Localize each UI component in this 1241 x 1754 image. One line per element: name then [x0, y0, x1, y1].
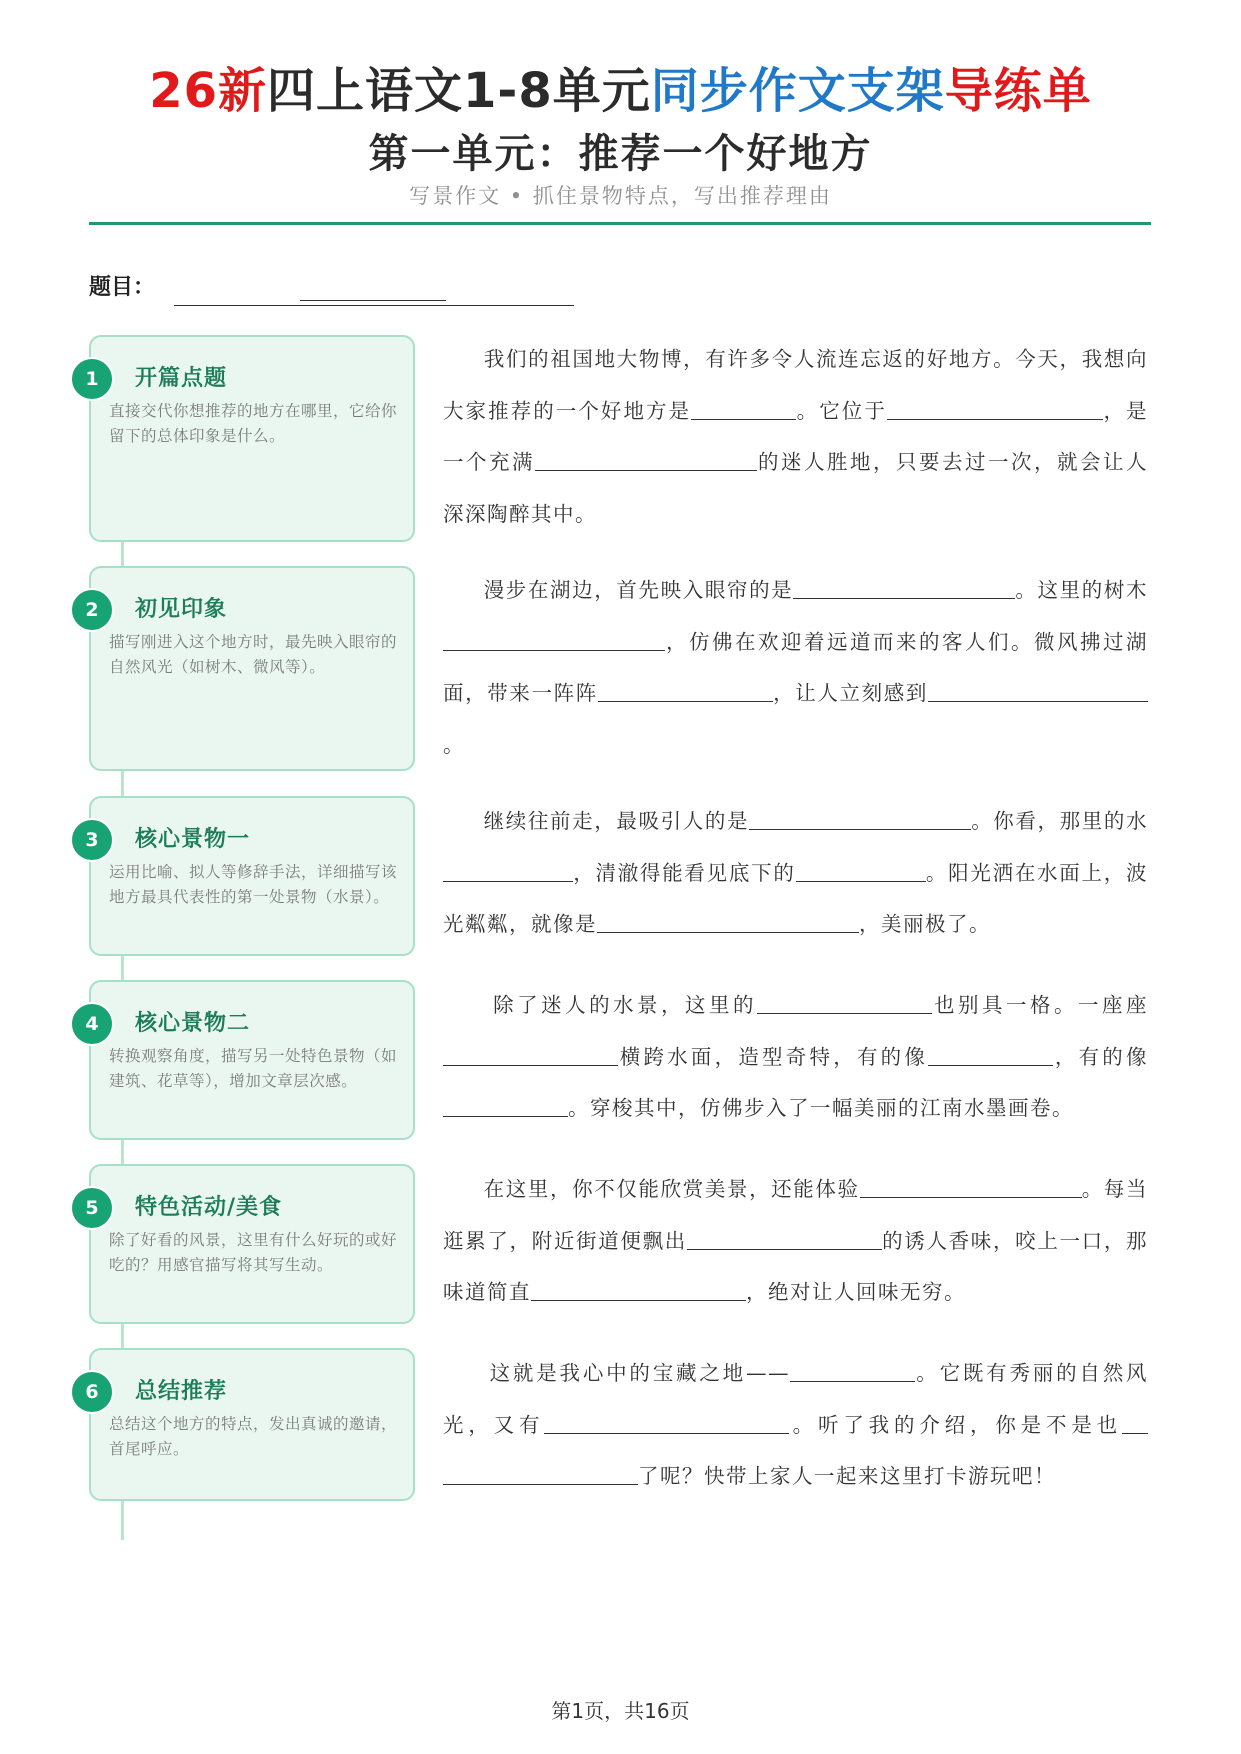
step-description: 转换观察角度，描写另一处特色景物（如建筑、花草等），增加文章层次感。 [109, 1047, 398, 1090]
scaffold-paragraph-2 [443, 565, 1148, 771]
page-tagline: 写景作文 • 抓住景物特点，写出推荐理由 [409, 184, 832, 208]
step-description: 运用比喻、拟人等修辞手法，详细描写该地方最具代表性的第一处景物（水景）。 [109, 863, 398, 906]
paragraph-text: 。穿梭其中，仿佛步入了一幅美丽的江南水墨画卷。 [568, 1096, 1074, 1120]
title-part-1: 26新 [149, 63, 268, 119]
scaffold-paragraph-4 [443, 980, 1148, 1135]
paragraph-text: 。它既有秀丽的自然风光，又有 [443, 1361, 1149, 1437]
scaffold-paragraph-3 [443, 796, 1148, 951]
page-subtitle: 第一单元：推荐一个好地方 [368, 131, 873, 177]
fill-blank[interactable] [531, 1299, 746, 1301]
fill-blank[interactable] [793, 597, 1015, 599]
step-card-1 [85, 335, 415, 542]
step-title: 核心景物二 [135, 1011, 251, 1036]
fill-blank[interactable] [443, 1483, 638, 1485]
fill-blank[interactable] [535, 469, 757, 471]
paragraph-text: ，仿佛在欢迎着远道而来的客人们。微风拂过湖面，带来一阵阵 [443, 629, 1148, 705]
fill-blank[interactable] [544, 1432, 789, 1434]
page-title [0, 52, 1241, 121]
paragraph-text: 除了迷人的水景，这里的 [493, 993, 758, 1017]
step-title: 开篇点题 [135, 366, 228, 391]
paragraph-text: ，绝对让人回味无穷。 [746, 1280, 966, 1304]
fill-blank[interactable] [691, 418, 796, 420]
scaffold-paragraph-5 [443, 1164, 1148, 1319]
paragraph-text: ，美丽极了。 [859, 912, 991, 936]
step-number-badge: 5 [70, 1186, 114, 1230]
topic-label: 题目： [89, 275, 156, 300]
scaffold-paragraph-6 [443, 1348, 1148, 1503]
fill-blank[interactable] [1053, 700, 1148, 702]
header-divider [89, 222, 1151, 225]
step-description: 除了好看的风景，这里有什么好玩的或好吃的？用感官描写将其写生动。 [109, 1231, 398, 1274]
paragraph-text: 在这里，你不仅能欣赏美景，还能体验 [483, 1177, 860, 1201]
step-card-4 [85, 980, 415, 1140]
step-description: 描写刚进入这个地方时，最先映入眼帘的自然风光（如树木、微风等）。 [109, 633, 398, 676]
paragraph-text: 。阳光洒在水面上，波光粼粼，就像是 [443, 860, 1149, 936]
paragraph-text: ，让人立刻感到 [772, 681, 929, 705]
fill-blank[interactable] [790, 1380, 915, 1382]
fill-blank[interactable] [796, 880, 926, 882]
fill-blank[interactable] [598, 700, 773, 702]
title-part-3: 同步作文支架 [650, 63, 945, 119]
topic-input-line-inner [300, 300, 446, 301]
paragraph-text: 横跨水面，造型奇特，有的像 [618, 1044, 929, 1069]
scaffold-paragraph-1 [443, 334, 1148, 540]
fill-blank[interactable] [887, 418, 1077, 420]
step-number-badge: 4 [70, 1002, 114, 1046]
fill-blank[interactable] [757, 1012, 932, 1014]
paragraph-text: 。你看，那里的水 [971, 809, 1149, 833]
paragraph-text: 。每当逛累了，附近街道便飘出 [443, 1177, 1149, 1253]
paragraph-text: 这就是我心中的宝藏之地—— [489, 1361, 790, 1385]
paragraph-text: 继续往前走，最吸引人的是 [483, 809, 750, 833]
paragraph-text: 漫步在湖边，首先映入眼帘的是 [483, 578, 794, 602]
step-title: 特色活动/美食 [135, 1195, 283, 1220]
fill-blank[interactable] [749, 828, 971, 830]
step-number-badge: 6 [70, 1370, 114, 1414]
step-title: 初见印象 [135, 597, 228, 622]
step-description: 直接交代你想推荐的地方在哪里，它给你留下的总体印象是什么。 [109, 402, 398, 445]
fill-blank[interactable] [1122, 1432, 1148, 1434]
title-part-4: 导练单 [944, 63, 1092, 119]
paragraph-text: 也别具一格。一座座 [932, 993, 1149, 1017]
paragraph-text: ，有的像 [1053, 1044, 1149, 1069]
step-title: 核心景物一 [135, 827, 251, 852]
step-card-3 [85, 796, 415, 956]
fill-blank[interactable] [928, 700, 1053, 702]
paragraph-text: 我们的祖国地大物博，有许多令人流连忘返的好地方。今天，我想向大家推荐的一个好地方是 [443, 347, 1148, 423]
fill-blank[interactable] [860, 1196, 1082, 1198]
step-number-badge: 1 [70, 357, 114, 401]
paragraph-text: 。 [443, 732, 465, 757]
fill-blank[interactable] [1077, 418, 1103, 420]
paragraph-text: ，清澈得能看见底下的 [573, 860, 796, 885]
fill-blank[interactable] [443, 880, 573, 882]
paragraph-text: 。它位于 [796, 398, 887, 423]
step-title: 总结推荐 [135, 1379, 228, 1404]
step-card-2 [85, 566, 415, 771]
paragraph-text: 了呢？快带上家人一起来这里打卡游玩吧！ [638, 1464, 1056, 1488]
fill-blank[interactable] [443, 1115, 568, 1117]
fill-blank[interactable] [443, 1064, 618, 1066]
fill-blank[interactable] [443, 649, 665, 651]
topic-input-line[interactable] [174, 305, 574, 306]
paragraph-text: 的诱人香味，咬上一口，那味道简直 [443, 1228, 1149, 1304]
title-part-2: 四上语文1-8单元 [267, 63, 651, 119]
paragraph-text: 。听了我的介绍，你是不是也 [789, 1412, 1123, 1437]
step-number-badge: 3 [70, 818, 114, 862]
step-description: 总结这个地方的特点，发出真诚的邀请，首尾呼应。 [109, 1415, 398, 1458]
step-card-6 [85, 1348, 415, 1501]
step-card-5 [85, 1164, 415, 1324]
step-number-badge: 2 [70, 588, 114, 632]
fill-blank[interactable] [687, 1248, 882, 1250]
fill-blank[interactable] [597, 931, 859, 933]
paragraph-text: 。这里的树木 [1015, 578, 1149, 602]
page-number: 第1页，共16页 [551, 1699, 690, 1723]
paragraph-text: 的迷人胜地，只要去过一次，就会让人深深陶醉其中。 [443, 450, 1148, 526]
fill-blank[interactable] [928, 1064, 1053, 1066]
paragraph-text: ，是一个充满 [443, 398, 1149, 474]
